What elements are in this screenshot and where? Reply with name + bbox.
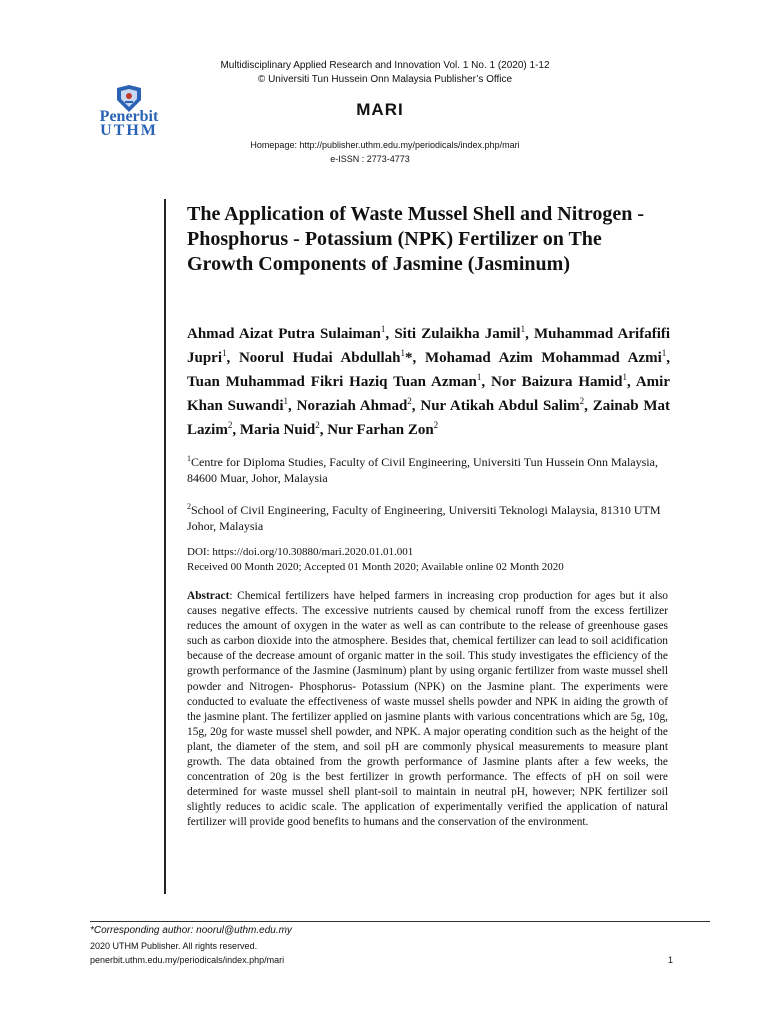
publisher-copyright-line: © Universiti Tun Hussein Onn Malaysia Publisher’s Office	[257, 74, 513, 85]
logo-word-uthm: UTHM	[100, 122, 158, 139]
affiliation-1	[187, 451, 667, 486]
author-separator: ,	[319, 422, 328, 438]
author-affiliation-marker: 1	[222, 348, 227, 358]
author-affiliation-marker: 1	[622, 372, 628, 382]
author-name: Nur Atikah Abdul Salim	[420, 398, 580, 414]
penerbit-uthm-logo	[84, 84, 174, 146]
author-affiliation-marker: 2	[315, 420, 320, 430]
journal-name: MARI	[356, 100, 404, 119]
author-separator: ,	[584, 398, 593, 414]
author-affiliation-marker: 2	[407, 396, 412, 406]
author-affiliation-marker: 1	[283, 396, 289, 406]
author-name: Noorul Hudai Abdullah	[238, 350, 401, 366]
footer-url[interactable]: penerbit.uthm.edu.my/periodicals/index.php/mari	[90, 955, 285, 965]
article-dates: Received 00 Month 2020; Accepted 01 Month 2020; Available online 02 Month 2020	[187, 561, 564, 573]
abstract-text: : Chemical fertilizers have helped farmers in increasing crop production for ages but it also causes negative effects. The excessive nutrients caused by chemical runoff from the excess fertilizer reduces the amount of oxygen in the water as well as can contribute to the release of greenhouse gases such as carbon dioxide into the atmosphere. Besides that, chemical fertilizer can lead to soil acidification because of the decrease amount of organic matter in the soil. This study investigates the efficiency of the growth performance of the Jasmine (Jasminum) plant by using organic fertilizer from waste mussel shell powder and Nitrogen- Phosphorus- Potassium (NPK) on the Jasmine plant. The experiments were conducted to evaluate the effectiveness of waste mussel shells powder and NPK in aiding the growth of the jasmine plant. The fertilizer applied on jasmine plants with various concentrations which are 5g, 10g, 15g, 20g for waste mussel shell powder, and NPK. A major operating condition such as the height of the plant, the diameter of the stem, and soil pH are commonly physical measurements to measure plant growth. The data obtained from the growth performance of Jasmine plants after a few weeks, the concentration of 20g is the best fertilizer in growth performance. The effects of pH on soil were determined for waste mussel shell plant-soil to maintain in neutral pH, however; NPK fertilizer soil slightly reduces to acidic scale. The application of experimentally verified the application of natural fertilizer will provide good benefits to humans and the conservation of the environment.	[187, 590, 668, 829]
author-name: Tuan Muhammad Fikri Haziq Tuan Azman	[187, 374, 477, 390]
author-separator: ,	[411, 398, 421, 414]
author-separator: ,	[525, 326, 535, 342]
author-affiliation-marker: 1	[400, 348, 406, 358]
author-affiliation-marker: 2	[579, 396, 585, 406]
author-name: Mohamad Azim Mohammad Azmi	[424, 350, 662, 366]
author-name: Zainab Mat Lazim	[187, 398, 671, 438]
journal-homepage: Homepage: http://publisher.uthm.edu.my/periodicals/index.php/mari	[250, 140, 520, 150]
author-affiliation-marker: 2	[227, 420, 233, 430]
abstract-label: Abstract	[187, 590, 230, 602]
author-name: Muhammad Arifafifi Jupri	[187, 326, 671, 366]
author-affiliation-marker: 1	[661, 348, 667, 358]
footer-divider	[90, 921, 710, 922]
abstract	[187, 589, 668, 831]
author-separator: *,	[405, 350, 425, 366]
author-separator: ,	[232, 422, 240, 438]
author-affiliation-marker: 1	[476, 372, 482, 382]
affiliation-2	[187, 499, 667, 534]
author-separator: ,	[481, 374, 491, 390]
author-name: Nur Farhan Zon	[327, 422, 434, 438]
author-name: Ahmad Aizat Putra Sulaiman	[187, 326, 381, 342]
author-list	[187, 320, 670, 440]
author-name: Amir Khan Suwandi	[187, 374, 670, 414]
journal-eissn: e-ISSN : 2773-4773	[330, 154, 410, 164]
author-separator: ,	[288, 398, 297, 414]
author-name: Nor Baizura Hamid	[491, 374, 623, 390]
logo-word-penerbit: Penerbit	[99, 108, 159, 125]
author-name: Noraziah Ahmad	[296, 398, 408, 414]
author-affiliation-marker: 1	[380, 324, 386, 334]
author-affiliation-marker: 2	[433, 420, 439, 430]
affiliation-1-marker: 1	[187, 454, 191, 463]
author-separator: ,	[385, 326, 395, 342]
copyright-notice: 2020 UTHM Publisher. All rights reserved.	[90, 941, 258, 951]
affiliation-2-text: School of Civil Engineering, Faculty of Engineering, Universiti Teknologi Malaysia, 81310 UTM Johor, Malaysia	[187, 503, 661, 533]
author-separator: ,	[226, 350, 239, 366]
doi-link[interactable]: DOI: https://doi.org/10.30880/mari.2020.01.01.001	[187, 546, 414, 558]
author-affiliation-marker: 1	[520, 324, 526, 334]
title-vertical-rule	[164, 199, 166, 894]
corresponding-author: *Corresponding author: noorul@uthm.edu.my	[90, 925, 292, 936]
author-name: Siti Zulaikha Jamil	[394, 326, 521, 342]
affiliation-2-marker: 2	[187, 502, 191, 511]
article-title: The Application of Waste Mussel Shell and Nitrogen - Phosphorus - Potassium (NPK) Fertilizer on The Growth Components of Jasmine (Jasminum)	[187, 203, 645, 275]
affiliation-1-text: Centre for Diploma Studies, Faculty of Civil Engineering, Universiti Tun Hussein Onn Malaysia, 84600 Muar, Johor, Malaysia	[187, 455, 658, 485]
journal-citation-line: Multidisciplinary Applied Research and Innovation Vol. 1 No. 1 (2020) 1-12	[220, 60, 550, 71]
page-number: 1	[668, 955, 674, 965]
author-name: Maria Nuid	[239, 422, 316, 438]
author-separator: ,	[666, 350, 671, 366]
author-separator: ,	[627, 374, 636, 390]
